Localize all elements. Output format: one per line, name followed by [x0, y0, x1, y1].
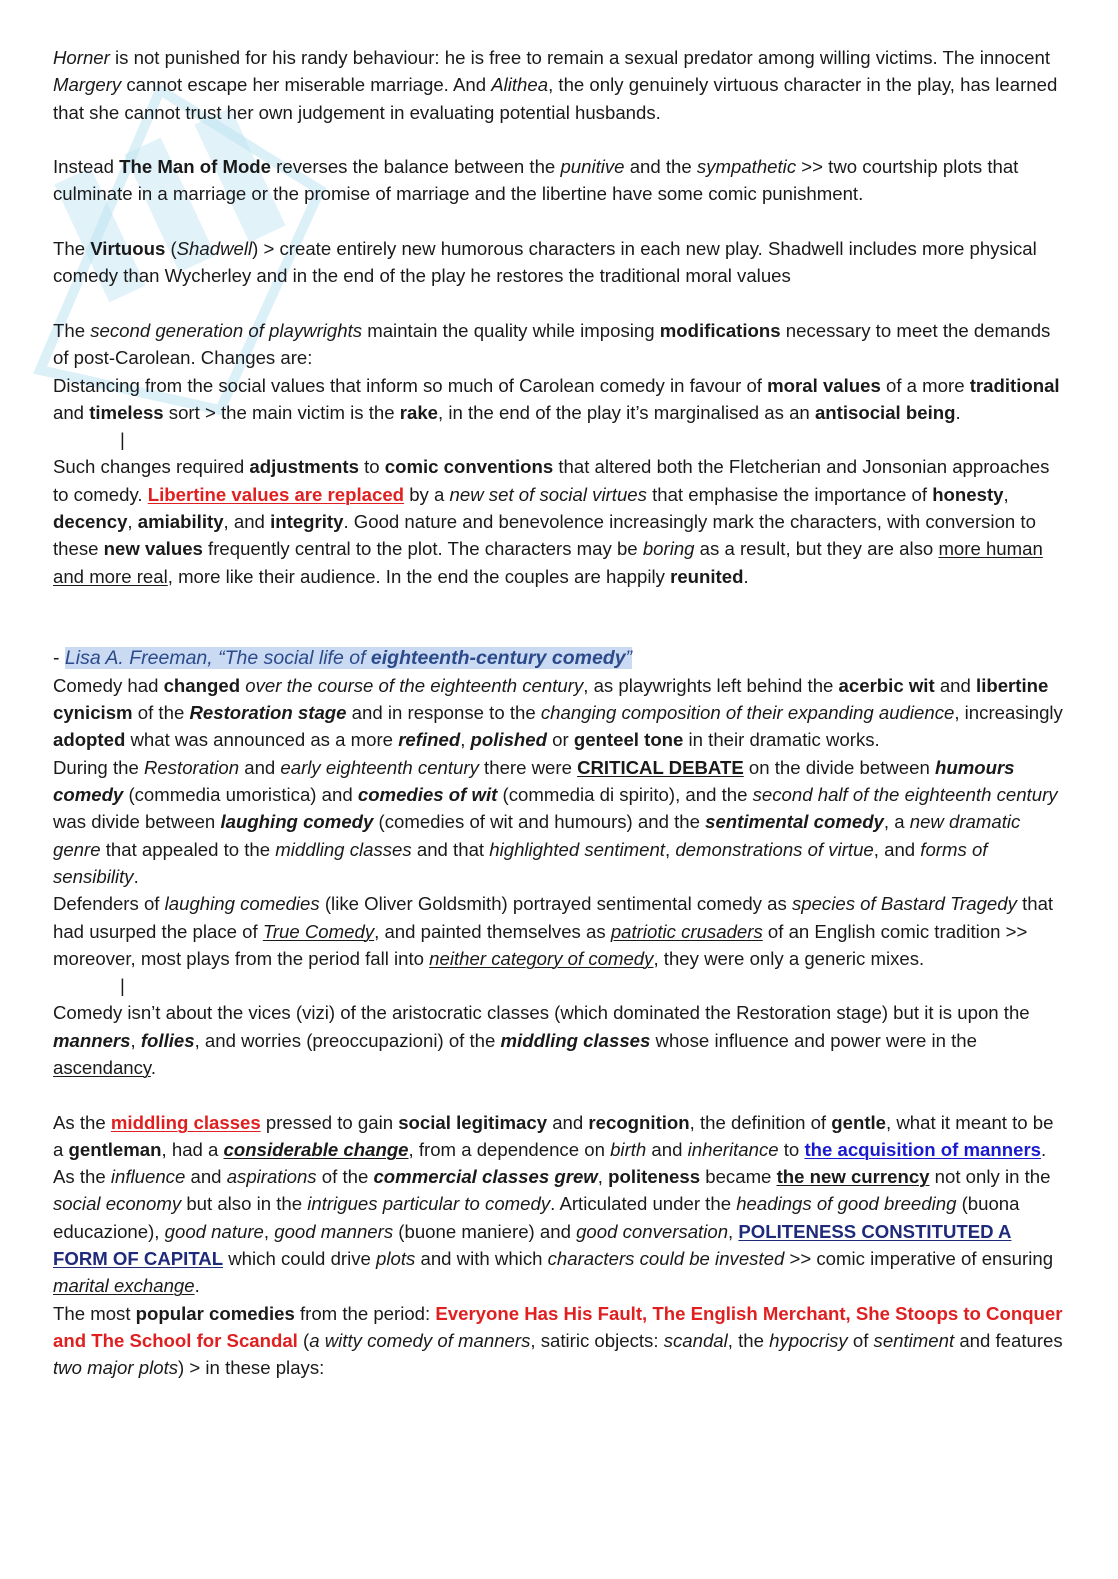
separator-bar: |	[120, 429, 125, 451]
paragraph-middling-classes: As the middling classes pressed to gain social legitimacy and recognition, the definition of gentle, what it meant to be a gentleman, had a considerable change, from a dependence on birth and inheritance to the acquisition of manners.	[53, 1111, 1054, 1160]
paragraph-second-generation: The second generation of playwrights maintain the quality while imposing modifications necessary to meet the demands of post-Carolean. Changes are:	[53, 319, 1051, 369]
section-heading: - Lisa A. Freeman, “The social life of eighteenth-century comedy”	[53, 646, 633, 669]
paragraph-vices: Comedy isn’t about the vices (vizi) of the aristocratic classes (which dominated the Restoration stage) but it is upon the manners, follies, and worries (preoccupazioni) of the middling classes whose influence and power were in the ascendancy.	[53, 1002, 1030, 1078]
paragraph-changes: Such changes required adjustments to comic conventions that altered both the Fletcherian and Jonsonian approaches to comedy. Libertine values are replaced by a new set of social virtues that emphasise the importance of honesty, decency, amiability, and integrity. Good nature and benevolence increasingly mark the characters, with conversion to these new values frequently central to the plot. The characters may be boring as a result, but they are also more human and more real, more like their audience. In the end the couples are happily reunited.	[53, 456, 1050, 587]
paragraph-comedy-changed: Comedy had changed over the course of the eighteenth century, as playwrights left behind the acerbic wit and libertine cynicism of the Restoration stage and in response to the changing composition of their expanding audience, increasingly adopted what was announced as a more refined, polished or genteel tone in their dramatic works.	[53, 674, 1063, 751]
paragraph-politeness: As the influence and aspirations of the commercial classes grew, politeness became the new currency not only in the social economy but also in the intrigues particular to comedy. Articulated under the headings of good breeding (buona educazione), good nature, good manners (buone maniere) and good conversation, POLITENESS CONSTITUTED A FORM OF CAPITAL which could drive plots and with which characters could be invested >> comic imperative of ensuring marital exchange.	[53, 1166, 1054, 1297]
document-body	[53, 44, 1068, 1382]
paragraph-man-of-mode: Instead The Man of Mode reverses the balance between the punitive and the sympathetic >> two courtship plots that culminate in a marriage or the promise of marriage and the libertine have some comic punishment.	[53, 156, 1019, 205]
paragraph-virtuous: The Virtuous (Shadwell) > create entirely new humorous characters in each new play. Shadwell includes more physical comedy than Wycherley and in the end of the play he restores the traditional moral values	[53, 238, 1037, 287]
paragraph-defenders: Defenders of laughing comedies (like Oliver Goldsmith) portrayed sentimental comedy as species of Bastard Tragedy that had usurped the place of True Comedy, and painted themselves as patriotic crusaders of an English comic tradition >> moreover, most plays from the period fall into neither category of comedy, they were only a generic mixes.	[53, 893, 1054, 969]
separator-bar: |	[120, 975, 125, 997]
paragraph-distancing: Distancing from the social values that inform so much of Carolean comedy in favour of moral values of a more traditional and timeless sort > the main victim is the rake, in the end of the play it’s marginalised as an antisocial being.	[53, 374, 1060, 423]
paragraph-critical-debate: During the Restoration and early eighteenth century there were CRITICAL DEBATE on the divide between humours comedy (commedia umoristica) and comedies of wit (commedia di spirito), and the second half of the eighteenth century was divide between laughing comedy (comedies of wit and humours) and the sentimental comedy, a new dramatic genre that appealed to the middling classes and that highlighted sentiment, demonstrations of virtue, and forms of sensibility.	[53, 756, 1058, 887]
paragraph-popular-comedies: The most popular comedies from the period: Everyone Has His Fault, The English Merchant, She Stoops to Conquer and The School for Scandal (a witty comedy of manners, satiric objects: scandal, the hypocrisy of sentiment and features two major plots) > in these plays:	[53, 1302, 1063, 1379]
paragraph-horner: Horner is not punished for his randy behaviour: he is free to remain a sexual predator among willing victims. The innocent Margery cannot escape her miserable marriage. And Alithea, the only genuinely virtuous character in the play, has learned that she cannot trust her own judgement in evaluating potential husbands.	[53, 47, 1058, 123]
